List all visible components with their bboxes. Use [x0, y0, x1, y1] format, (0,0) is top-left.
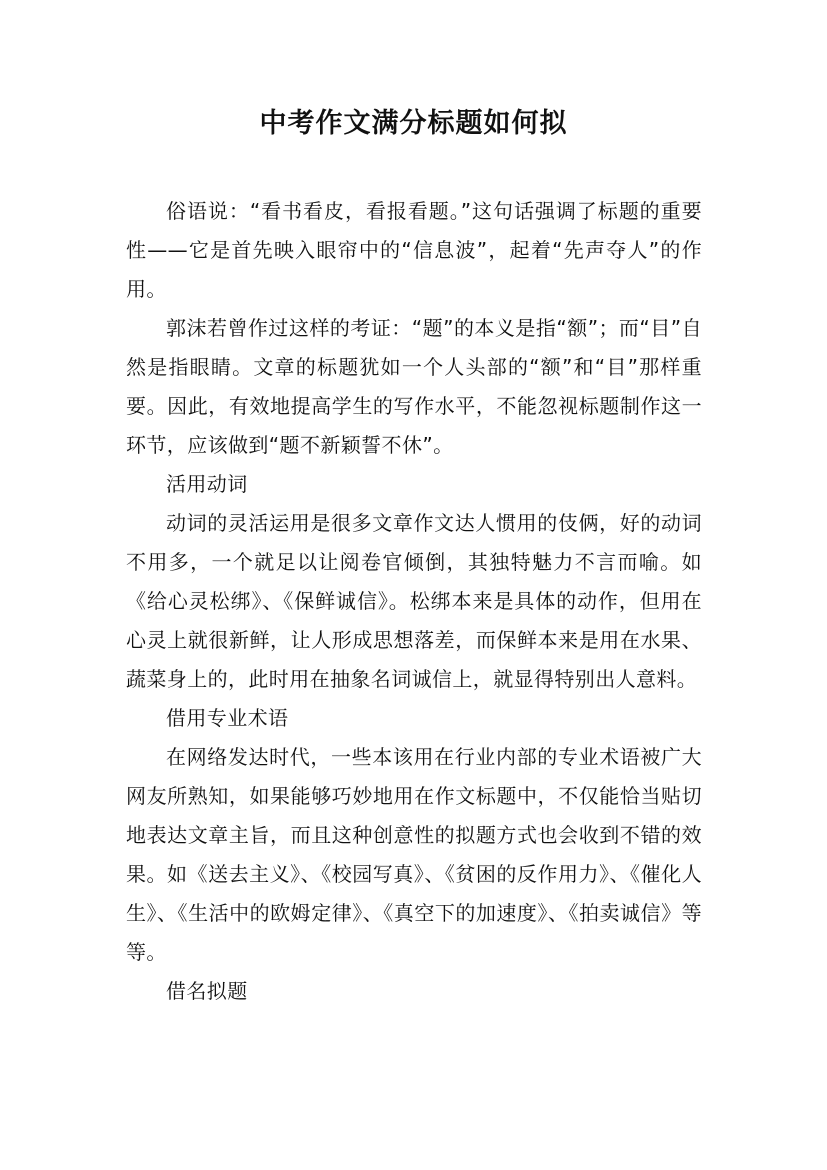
page-title: 中考作文满分标题如何拟: [259, 108, 568, 139]
section-heading-terms: 借用专业术语: [166, 706, 289, 730]
article-body: [126, 192, 702, 1011]
paragraph-intro: 俗语说：“看书看皮，看报看题。”这句话强调了标题的重要性——它是首先映入眼帘中的“信息波”，起着“先声夺人”的作用。: [126, 199, 702, 301]
paragraph-verbs: 动词的灵活运用是很多文章作文达人惯用的伎俩，好的动词不用多，一个就足以让阅卷官倾倒，其独特魅力不言而喻。如《给心灵松绑》、《保鲜诚信》。松绑本来是具体的动作，但用在心灵上就很新鲜，让人形成思想落差，而保鲜本来是用在水果、蔬菜身上的，此时用在抽象名词诚信上，就显得特别出人意料。: [126, 511, 702, 691]
section-heading-verbs: 活用动词: [166, 472, 248, 496]
paragraph-guo-moruo: 郭沫若曾作过这样的考证：“题”的本义是指“额”；而“目”自然是指眼睛。文章的标题犹如一个人头部的“额”和“目”那样重要。因此，有效地提高学生的写作水平，不能忽视标题制作这一环节，应该做到“题不新颖誓不休”。: [126, 316, 702, 457]
section-heading-borrowed-names: 借名拟题: [166, 979, 248, 1003]
paragraph-terms: 在网络发达时代，一些本该用在行业内部的专业术语被广大网友所熟知，如果能够巧妙地用在作文标题中，不仅能恰当贴切地表达文章主旨，而且这种创意性的拟题方式也会收到不错的效果。如《送去主义》、《校园写真》、《贫困的反作用力》、《催化人生》、《生活中的欧姆定律》、《真空下的加速度》、《拍卖诚信》等等。: [126, 745, 702, 964]
